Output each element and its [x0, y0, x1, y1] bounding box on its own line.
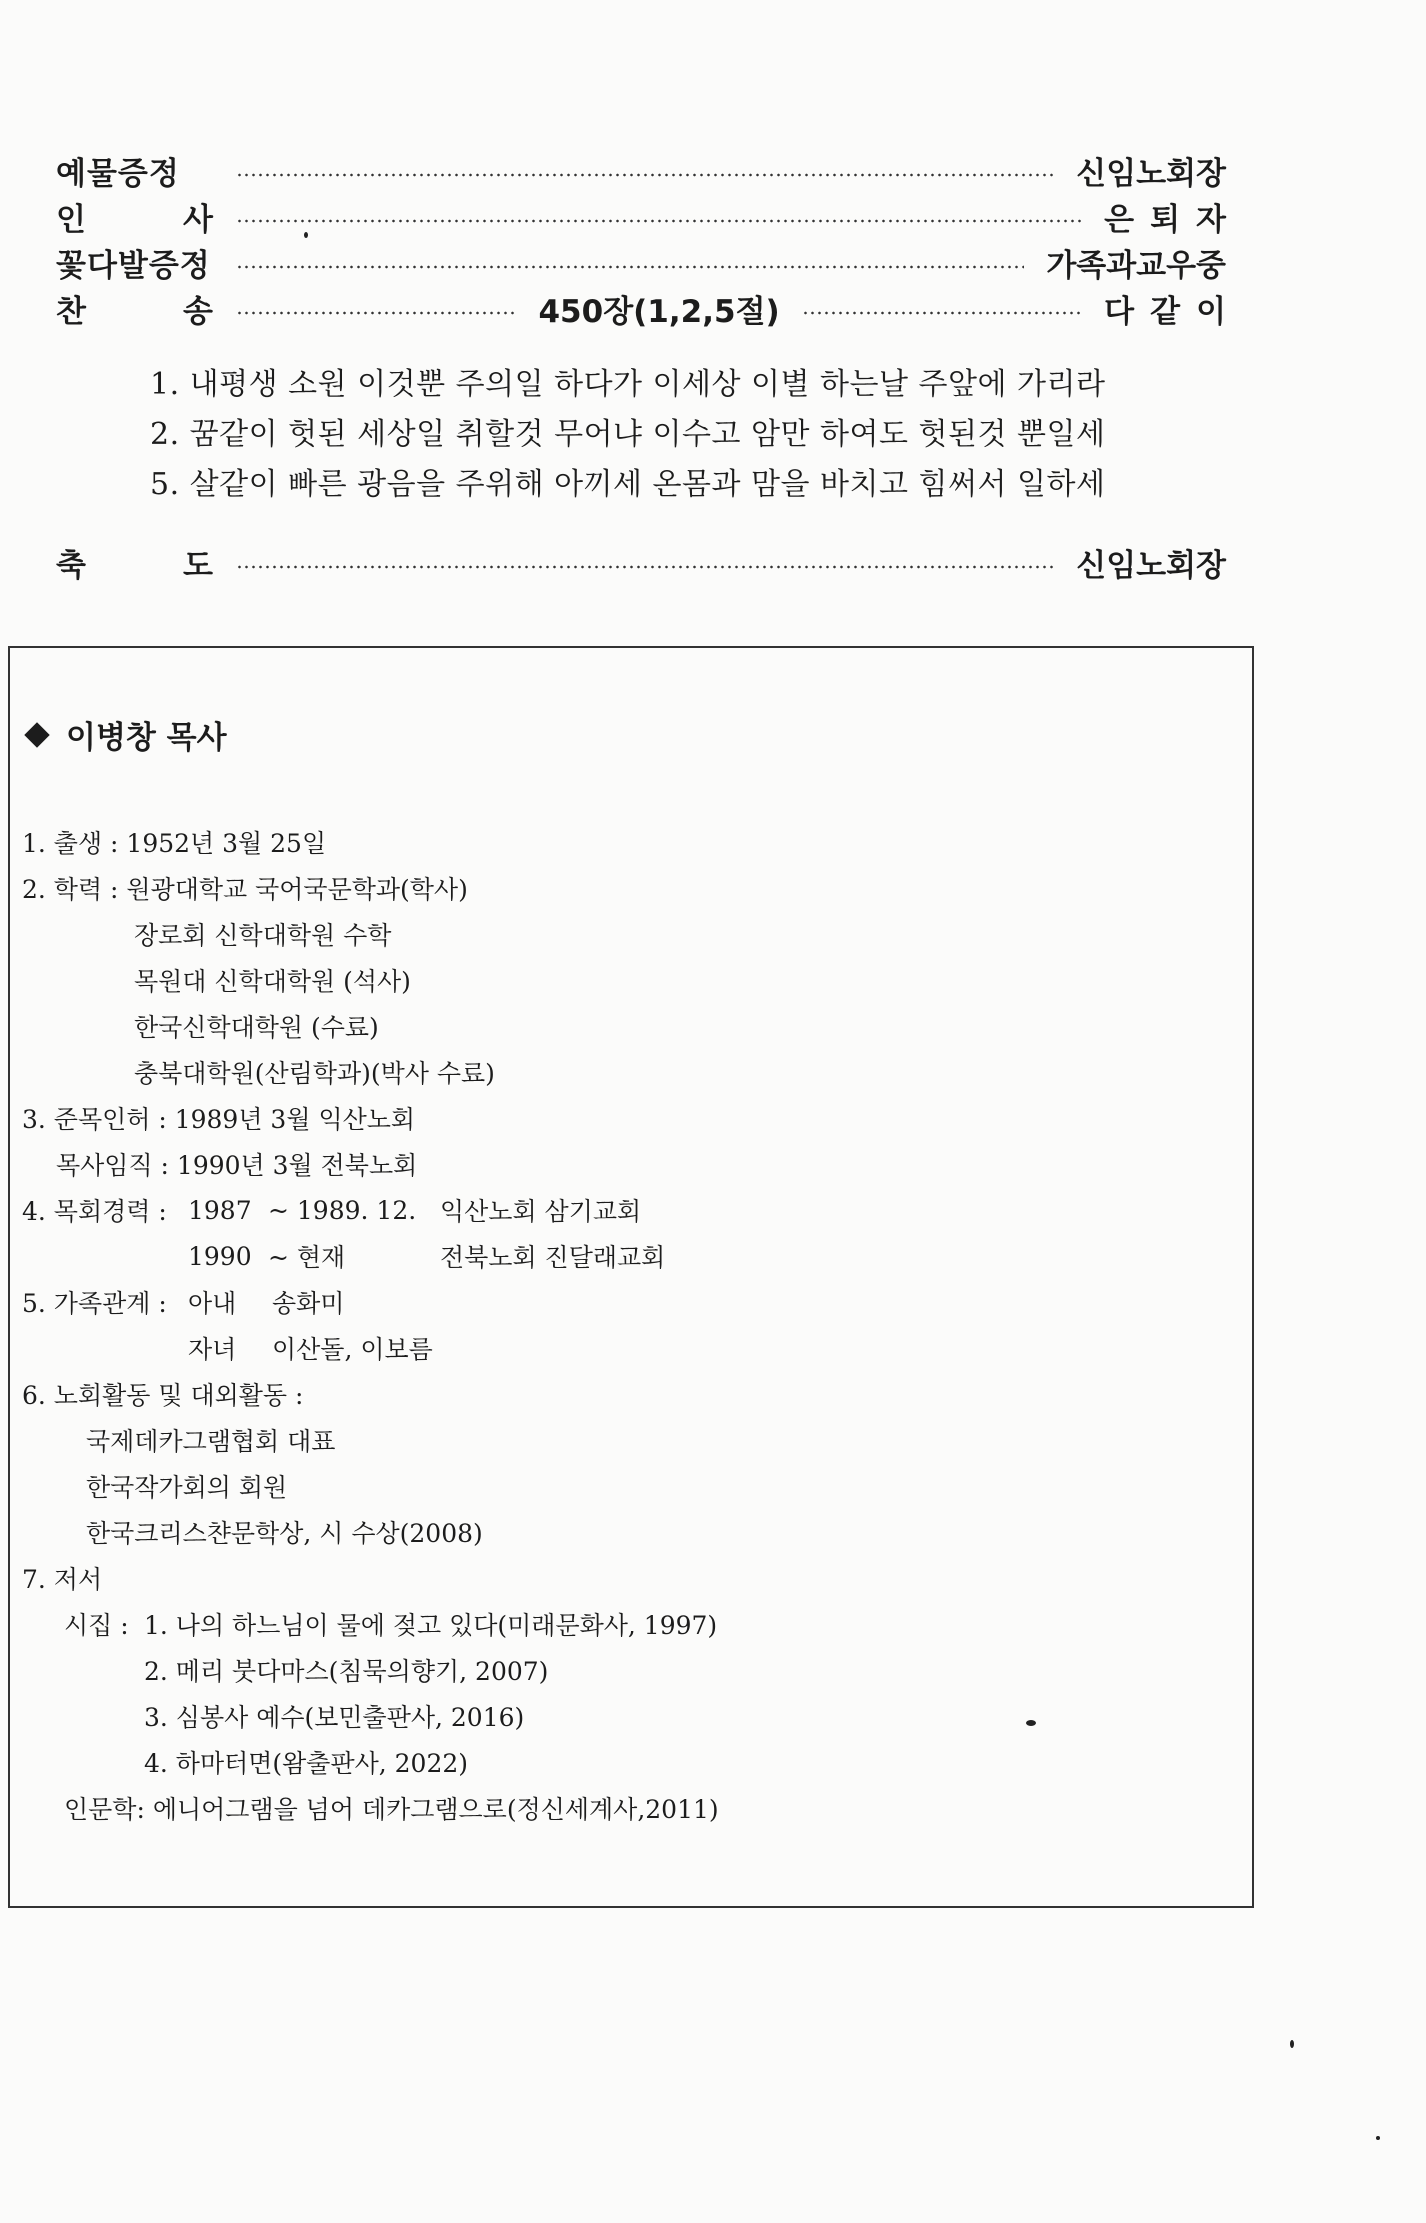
program-row-greeting [56, 194, 1242, 238]
program-presenter: 은퇴자 [1104, 201, 1242, 238]
program-presenter: 신임노회장 [1076, 155, 1226, 192]
program-presenter: 가족과교우중 [1046, 247, 1226, 284]
program-label: 축 도 [56, 547, 214, 584]
education-item: 목원대 신학대학원 (석사) [134, 967, 411, 996]
profile-name: 이병창 목사 [66, 720, 227, 756]
scan-speck [1290, 2040, 1294, 2048]
leader-dots [236, 311, 516, 315]
education-item: 충북대학원(산림학과)(박사 수료) [134, 1059, 495, 1088]
education-item: 한국신학대학원 (수료) [134, 1013, 379, 1042]
family-relation: 아내 [188, 1289, 237, 1318]
leader-dots [802, 311, 1082, 315]
program-label: 찬 송 [56, 293, 214, 330]
hymn-verse: 5. 살같이 빠른 광음을 주위해 아끼세 온몸과 맘을 바치고 힘써서 일하세 [150, 467, 1106, 502]
poetry-item: 4. 하마터면(왐출판사, 2022) [144, 1749, 469, 1778]
leader-dots [236, 265, 1024, 269]
poetry-item: 2. 메리 붓다마스(침묵의향기, 2007) [144, 1657, 549, 1686]
ministry-place: 전북노회 진달래교회 [440, 1243, 666, 1272]
program-label: 예물증정 [56, 155, 180, 192]
program-label: 꽃다발증정 [56, 247, 211, 284]
profile-birth: 1. 출생 : 1952년 3월 25일 [22, 829, 327, 858]
poetry-label: 시집 : [64, 1611, 129, 1640]
ministry-from: 1990 [188, 1241, 252, 1271]
leader-dots [236, 173, 1054, 177]
leader-dots [236, 219, 1082, 223]
activity-item: 한국크리스챤문학상, 시 수상(2008) [86, 1519, 483, 1548]
ordination-item: 3. 준목인허 : 1989년 3월 익산노회 [22, 1105, 416, 1134]
scan-speck [304, 232, 308, 238]
ministry-place: 익산노회 삼기교회 [440, 1197, 642, 1226]
hymn-verse: 1. 내평생 소원 이것뿐 주의일 하다가 이세상 이별 하는날 주앞에 가리라 [150, 367, 1106, 402]
education-item: 장로회 신학대학원 수학 [134, 921, 392, 950]
hymn-number: 450장(1,2,5절) [538, 293, 780, 330]
family-name: 이산돌, 이보름 [272, 1335, 433, 1364]
program-presenter: 신임노회장 [1076, 547, 1226, 584]
profile-title [22, 712, 227, 757]
program-label: 인 사 [56, 201, 214, 238]
program-row-flowers [56, 240, 1226, 284]
leader-dots [236, 565, 1054, 569]
activities-label: 6. 노회활동 및 대외활동 : [22, 1381, 304, 1410]
ministry-label: 4. 목회경력 : [22, 1197, 167, 1226]
works-label: 7. 저서 [22, 1565, 103, 1594]
activity-item: 한국작가회의 회원 [86, 1473, 288, 1502]
ministry-to: ~ 1989. 12. [268, 1195, 417, 1225]
diamond-bullet-icon [24, 722, 49, 747]
program-row-benediction [56, 540, 1226, 584]
humanities-item: 인문학: 에니어그램을 넘어 데카그램으로(정신세계사,2011) [64, 1795, 719, 1824]
family-name: 송화미 [272, 1289, 345, 1318]
program-row-gift [56, 148, 1226, 192]
poetry-item: 1. 나의 하느님이 물에 젖고 있다(미래문화사, 1997) [144, 1611, 718, 1640]
poetry-item: 3. 심봉사 예수(보민출판사, 2016) [144, 1703, 525, 1732]
ministry-from: 1987 [188, 1195, 252, 1225]
activity-item: 국제데카그램협회 대표 [86, 1427, 336, 1456]
scan-speck [1026, 1720, 1036, 1726]
program-row-hymn [56, 286, 1243, 330]
hymn-verse: 2. 꿈같이 헛된 세상일 취할것 무어냐 이수고 암만 하여도 헛된것 뿐일세 [150, 417, 1106, 452]
scan-speck [1376, 2136, 1380, 2140]
family-relation: 자녀 [188, 1335, 237, 1364]
family-label: 5. 가족관계 : [22, 1289, 167, 1318]
ordination-item: 목사임직 : 1990년 3월 전북노회 [56, 1151, 418, 1180]
ministry-to: ~ 현재 [268, 1243, 346, 1272]
program-presenter: 다같이 [1104, 293, 1243, 330]
education-item: 2. 학력 : 원광대학교 국어국문학과(학사) [22, 875, 468, 904]
